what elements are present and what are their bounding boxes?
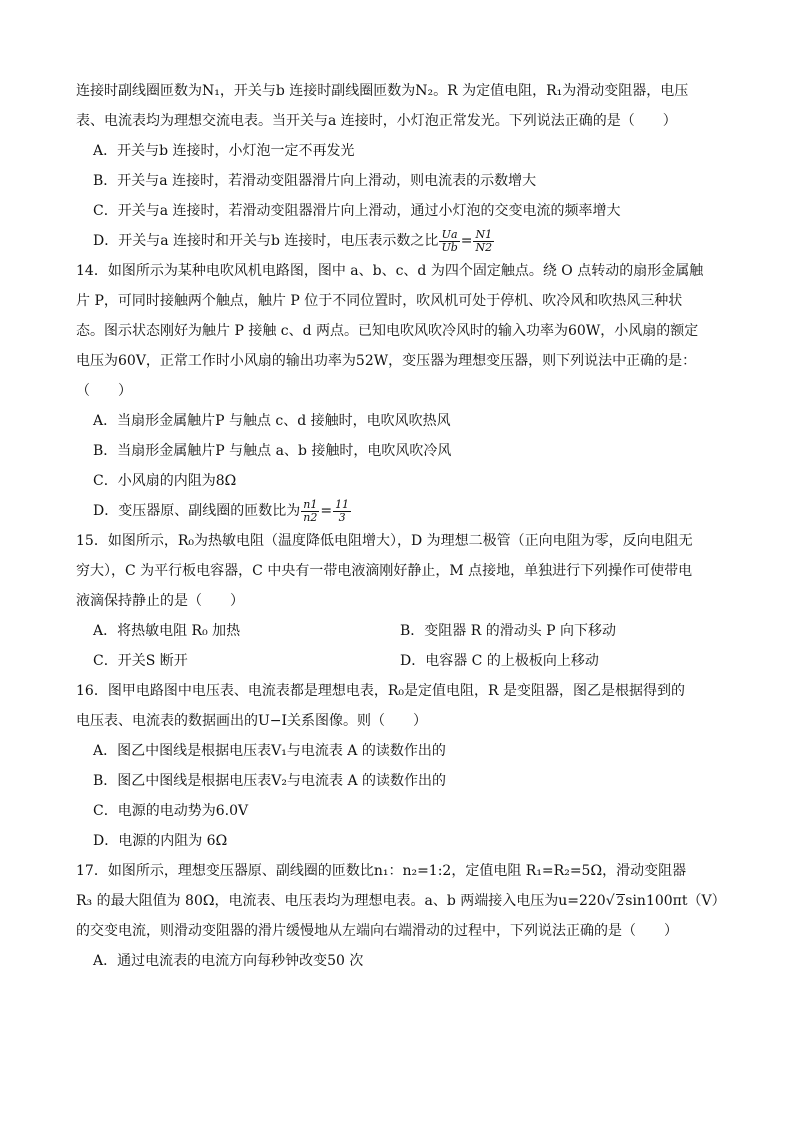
- exam-page: [76, 76, 726, 976]
- frac-denominator: 3: [338, 510, 346, 524]
- frac-denominator: N2: [475, 240, 493, 254]
- q15-line3: 液滴保持静止的是（ ）: [76, 593, 244, 609]
- q13-line1: 连接时副线圈匝数为N₁，开关与b 连接时副线圈匝数为N₂。R 为定值电阻，R₁为滑动变阻器，电压: [76, 83, 689, 99]
- q14-line2: 片 P，可同时接触两个触点，触片 P 位于不同位置时，吹风机可处于停机、吹冷风和吹热风三种状: [76, 293, 683, 309]
- q14-option-d-fraction-value: [333, 499, 351, 524]
- equals-sign: =: [460, 233, 473, 249]
- q13-option-b: B．开关与a 连接时，若滑动变阻器滑片向上滑动，则电流表的示数增大: [93, 173, 537, 189]
- q13-option-d-text: D．开关与a 连接时和开关与b 连接时，电压表示数之比: [93, 233, 439, 249]
- frac-numerator: N1: [475, 227, 493, 241]
- frac-denominator: n2: [303, 510, 318, 524]
- q16-line1: 16．图甲电路图中电压表、电流表都是理想电表，R₀是定值电阻，R 是变阻器，图乙是根据得到的: [76, 683, 685, 699]
- frac-denominator: Ub: [441, 240, 458, 254]
- q14-option-c: C．小风扇的内阻为8Ω: [93, 473, 237, 489]
- q15-line1: 15．如图所示，R₀为热敏电阻（温度降低电阻增大），D 为理想二极管（正向电阻为零，反向电阻无: [76, 533, 693, 549]
- q16-line2: 电压表、电流表的数据画出的U−I关系图像。则（ ）: [76, 713, 428, 729]
- q13-option-a: A．开关与b 连接时，小灯泡一定不再发光: [93, 143, 355, 159]
- q15-options-row1: [76, 616, 716, 646]
- q14-option-d-text: D．变压器原、副线圈的匝数比为: [93, 503, 301, 519]
- q17-line2-text: R₃ 的最大阻值为 80Ω，电流表、电压表均为理想电表。a、b 两端接入电压为u=220: [76, 893, 606, 909]
- q14-line5: （ ）: [76, 383, 132, 399]
- q16-option-d: D．电源的内阻为 6Ω: [93, 833, 228, 849]
- q16-option-a: A．图乙中图线是根据电压表V₁与电流表 A 的读数作出的: [93, 743, 446, 759]
- q13-option-d-fraction-n: [473, 229, 494, 254]
- frac-numerator: 11: [335, 497, 350, 511]
- frac-numerator: n1: [303, 497, 318, 511]
- frac-numerator: Ua: [439, 229, 459, 242]
- q15-option-b: B．变阻器 R 的滑动头 P 向下移动: [400, 623, 617, 639]
- q13-option-c: C．开关与a 连接时，若滑动变阻器滑片向上滑动，通过小灯泡的交变电流的频率增大: [93, 203, 621, 219]
- q17-option-a: A．通过电流表的电流方向每秒钟改变50 次: [93, 953, 364, 969]
- q14-line1: 14．如图所示为某种电吹风机电路图，图中 a、b、c、d 为四个固定触点。绕 O 点转动的扇形金属触: [76, 263, 704, 279]
- q16-option-c: C．电源的电动势为6.0V: [93, 803, 249, 819]
- sqrt-symbol: √: [605, 893, 615, 909]
- q15-options-row2: [76, 646, 716, 676]
- q15-option-c: C．开关S 断开: [93, 653, 188, 669]
- q14-option-b: B．当扇形金属触片P 与触点 a、b 接触时，电吹风吹冷风: [93, 443, 452, 459]
- q17-line1: 17．如图所示，理想变压器原、副线圈的匝数比n₁：n₂=1:2，定值电阻 R₁=R₂=5Ω，滑动变阻器: [76, 863, 687, 879]
- q15-option-d: D．电容器 C 的上极板向上移动: [400, 653, 599, 669]
- sqrt-radicand: 2: [616, 894, 625, 908]
- q17-line2: [76, 886, 726, 916]
- q14-option-a: A．当扇形金属触片P 与触点 c、d 接触时，电吹风吹热风: [93, 413, 451, 429]
- q14-option-d-fraction-n: [301, 499, 319, 524]
- q13-option-d: [76, 226, 716, 256]
- q14-line4: 电压为60V，正常工作时小风扇的输出功率为52W，变压器为理想变压器，则下列说法中正确的是：: [76, 353, 697, 369]
- q13-option-d-fraction-u: [439, 229, 459, 254]
- q14-line3: 态。图示状态刚好为触片 P 接触 c、d 两点。已知电吹风吹冷风时的输入功率为60W，小风扇的额定: [76, 323, 699, 339]
- q14-option-d: [76, 496, 716, 526]
- q17-line2-suffix: sin100πt（V）: [625, 893, 726, 909]
- q13-line2: 表、电流表均为理想交流电表。当开关与a 连接时，小灯泡正常发光。下列说法正确的是（ ）: [76, 113, 677, 129]
- q15-line2: 穷大），C 为平行板电容器，C 中央有一带电液滴刚好静止，M 点接地，单独进行下列操作可使带电: [76, 563, 693, 579]
- q15-option-a: A．将热敏电阻 R₀ 加热: [93, 623, 241, 639]
- q17-line3: 的交变电流，则滑动变阻器的滑片缓慢地从左端向右端滑动的过程中，下列说法正确的是（ ）: [76, 923, 678, 939]
- q16-option-b: B．图乙中图线是根据电压表V₂与电流表 A 的读数作出的: [93, 773, 447, 789]
- equals-sign: =: [320, 503, 333, 519]
